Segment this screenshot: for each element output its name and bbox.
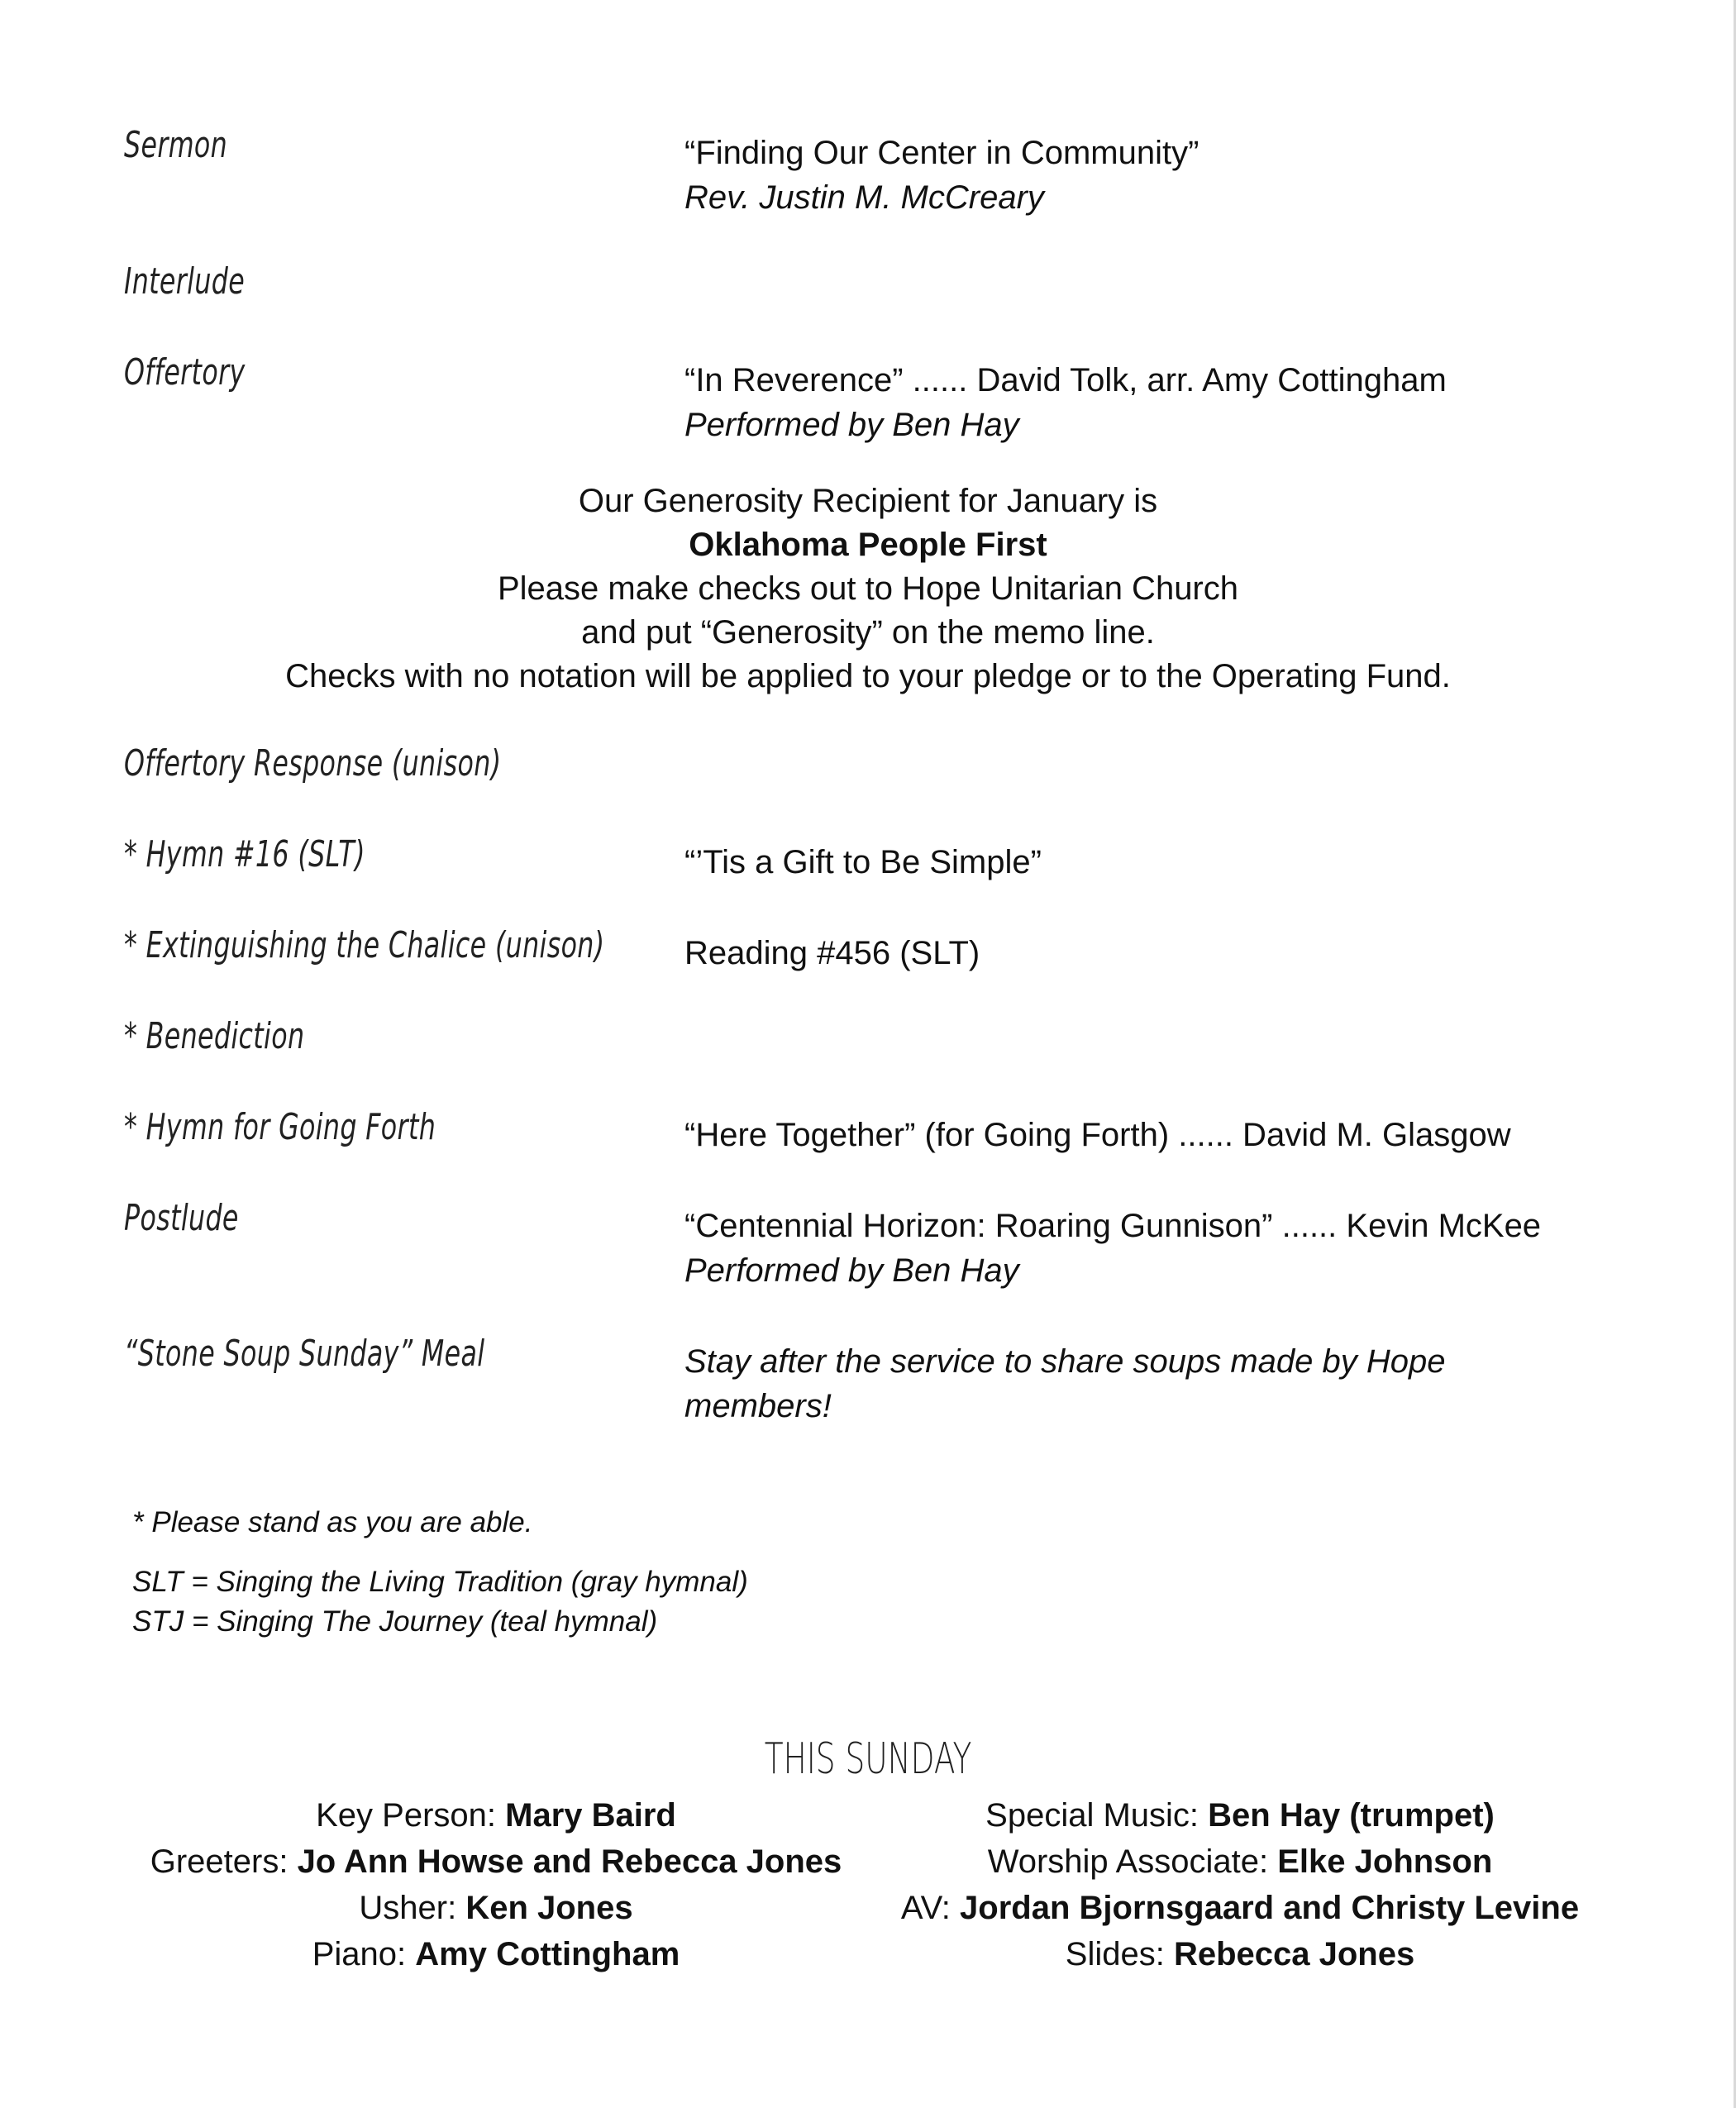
sermon-speaker: Rev. Justin M. McCreary	[684, 179, 1044, 216]
volunteer-key-person: Key Person: Mary Baird	[316, 1797, 676, 1834]
postlude-piece: “Centennial Horizon: Roaring Gunnison” ...... Kevin McKee	[684, 1208, 1542, 1244]
volunteer-slides: Slides: Rebecca Jones	[1065, 1936, 1415, 1972]
item-label: * Benediction	[124, 1015, 305, 1057]
item-label: Offertory Response (unison)	[124, 742, 502, 785]
item-detail	[684, 358, 1660, 447]
volunteer-worship-associate: Worship Associate: Elke Johnson	[987, 1843, 1493, 1880]
item-label: Sermon	[124, 124, 228, 166]
item-detail	[684, 131, 1660, 220]
item-label: Postlude	[124, 1197, 239, 1239]
generosity-notice	[0, 479, 1736, 699]
hymn-title: “’Tis a Gift to Be Simple”	[684, 844, 1042, 880]
item-label: Interlude	[124, 260, 246, 303]
volunteer-usher: Usher: Ken Jones	[359, 1890, 633, 1926]
postlude-performer: Performed by Ben Hay	[684, 1252, 1019, 1289]
item-detail	[684, 931, 1660, 975]
this-sunday-heading: THIS SUNDAY	[764, 1734, 972, 1784]
volunteer-greeters: Greeters: Jo Ann Howse and Rebecca Jones	[150, 1843, 842, 1880]
chalice-reading: Reading #456 (SLT)	[684, 935, 980, 971]
item-detail	[684, 840, 1660, 885]
volunteers-left-column	[124, 1792, 868, 1977]
volunteer-av: AV: Jordan Bjornsgaard and Christy Levine	[900, 1890, 1580, 1926]
hymnal-key	[132, 1562, 748, 1642]
volunteer-piano: Piano: Amy Cottingham	[312, 1936, 680, 1972]
item-label: Offertory	[124, 351, 246, 393]
generosity-checks: Please make checks out to Hope Unitarian Church	[497, 570, 1238, 607]
stand-note	[132, 1503, 532, 1543]
hymnal-key-stj: STJ = Singing The Journey (teal hymnal)	[132, 1605, 658, 1638]
generosity-recipient: Oklahoma People First	[689, 527, 1047, 563]
item-detail	[684, 1204, 1660, 1293]
generosity-intro: Our Generosity Recipient for January is	[578, 483, 1158, 519]
item-label: * Hymn for Going Forth	[124, 1106, 436, 1148]
item-label: “Stone Soup Sunday” Meal	[124, 1333, 485, 1375]
sermon-title: “Finding Our Center in Community”	[684, 135, 1199, 171]
generosity-default: Checks with no notation will be applied to your pledge or to the Operating Fund.	[285, 658, 1451, 694]
volunteer-special-music: Special Music: Ben Hay (trumpet)	[985, 1797, 1495, 1834]
item-label: * Hymn #16 (SLT)	[124, 833, 365, 875]
volunteers-right-column	[868, 1792, 1612, 1977]
hymnal-key-slt: SLT = Singing the Living Tradition (gray hymnal)	[132, 1566, 748, 1598]
item-label: * Extinguishing the Chalice (unison)	[124, 924, 605, 966]
offertory-piece: “In Reverence” ...... David Tolk, arr. Amy Cottingham	[684, 362, 1447, 398]
meal-description: Stay after the service to share soups made by Hope members!	[684, 1343, 1446, 1424]
going-forth-hymn: “Here Together” (for Going Forth) ...... David M. Glasgow	[684, 1117, 1511, 1153]
generosity-memo: and put “Generosity” on the memo line.	[581, 614, 1155, 651]
stand-note-text: * Please stand as you are able.	[132, 1506, 533, 1538]
item-detail	[684, 1339, 1511, 1428]
item-detail	[684, 1113, 1660, 1157]
offertory-performer: Performed by Ben Hay	[684, 407, 1019, 443]
